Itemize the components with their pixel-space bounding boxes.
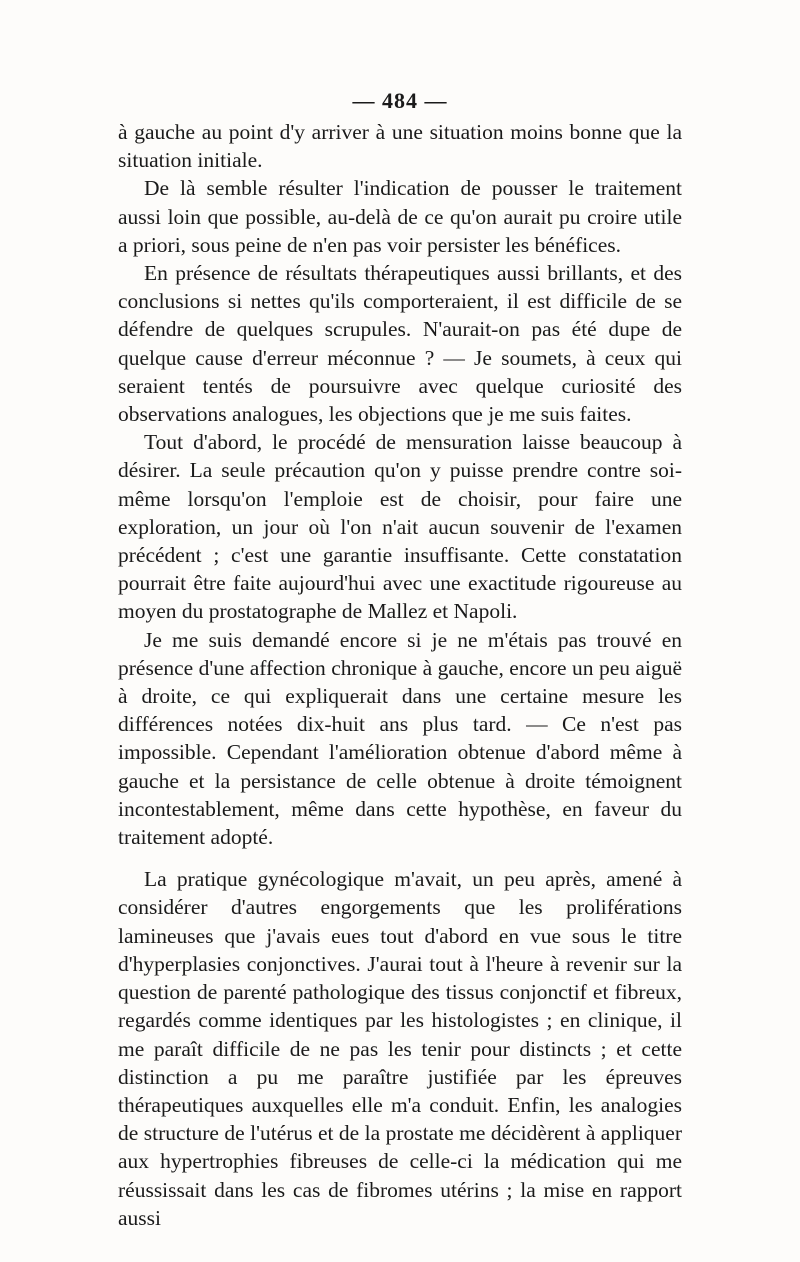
paragraph: Je me suis demandé encore si je ne m'étais pas trouvé en présence d'une affection chronique à gauche, encore un peu aiguë à droite, ce qui expliquerait dans une certaine mesure les différences notées dix-huit ans plus tard. — Ce n'est pas impossible. Cependant l'amélioration obtenue d'abord même à gauche et la persistance de celle obtenue à droite témoignent incontestablement, même dans cette hypothèse, en faveur du traitement adopté. [118, 627, 682, 850]
page-number: — 484 — [352, 88, 448, 113]
paragraph: De là semble résulter l'indication de pousser le traitement aussi loin que possible, au-delà de ce qu'on aurait pu croire utile a priori, sous peine de n'en pas voir persister les bénéfices. [118, 176, 682, 257]
paragraph: En présence de résultats thérapeutiques aussi brillants, et des conclusions si nettes qu'ils comporteraient, il est difficile de se défendre de quelques scrupules. N'aurait-on pas été dupe de quelque cause d'erreur méconnue ? — Je soumets, à ceux qui seraient tentés de poursuivre avec quelque curiosité des observations analogues, les objections que je me suis faites. [118, 261, 682, 427]
paragraph: à gauche au point d'y arriver à une situation moins bonne que la situation initiale. [118, 120, 682, 173]
paragraph: Tout d'abord, le procédé de mensuration laisse beaucoup à désirer. La seule précaution qu'on y puisse prendre contre soi-même lorsqu'on l'emploie est de choisir, pour faire une exploration, un jour où l'on n'ait aucun souvenir de l'examen précédent ; c'est une garantie insuffisante. Cette constatation pourrait être faite aujourd'hui avec une exactitude rigoureuse au moyen du prostatographe de Mallez et Napoli. [118, 430, 682, 624]
paragraph: La pratique gynécologique m'avait, un peu après, amené à considérer d'autres engorgements que les proliférations lamineuses que j'avais eues tout d'abord en vue sous le titre d'hyperplasies conjonctives. J'aurai tout à l'heure à revenir sur la question de parenté pathologique des tissus conjonctif et fibreux, regardés comme identiques par les histologistes ; en clinique, il me paraît difficile de ne pas les tenir pour distincts ; et cette distinction a pu me paraître justifiée par les épreuves thérapeutiques auxquelles elle m'a conduit. Enfin, les analogies de structure de l'utérus et de la prostate me décidèrent à appliquer aux hypertrophies fibreuses de celle-ci la médication qui me réussissait dans les cas de fibromes utérins ; la mise en rapport aussi [118, 867, 682, 1230]
page-body-text [118, 118, 682, 1232]
